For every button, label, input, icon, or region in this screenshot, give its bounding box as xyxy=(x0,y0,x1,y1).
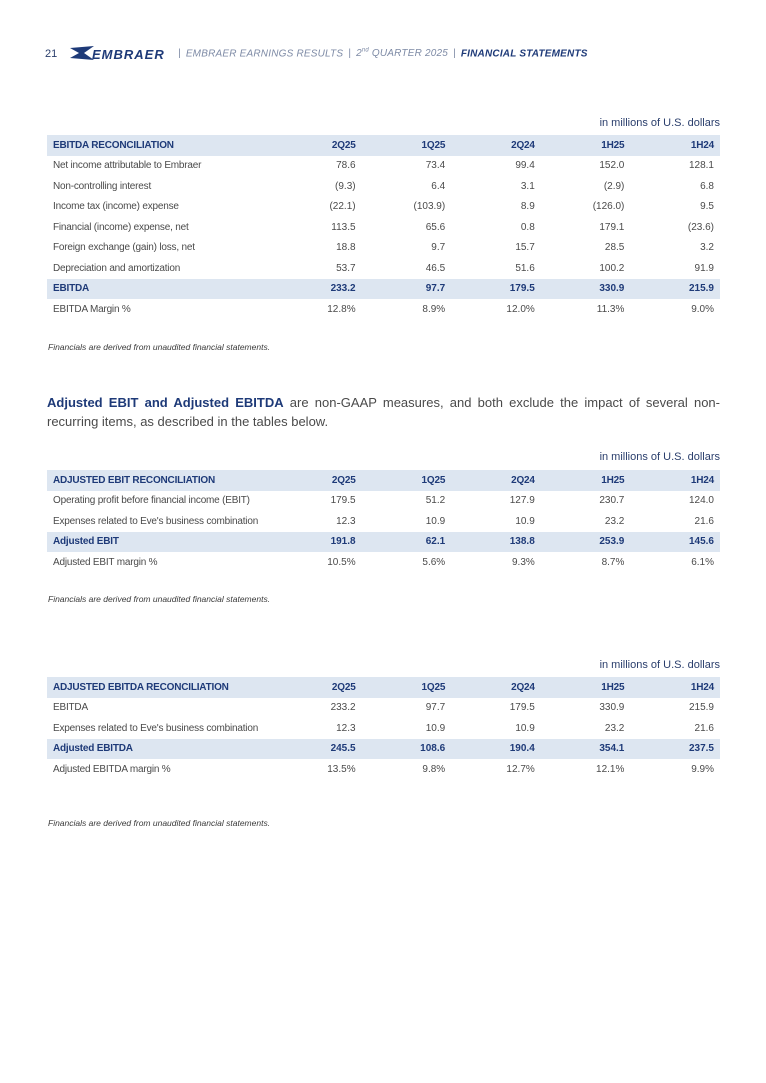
table-row xyxy=(47,156,720,177)
table-header-row xyxy=(47,470,720,491)
cell-value: 9.5 xyxy=(700,201,714,213)
cell-value: 21.6 xyxy=(694,722,714,734)
table-header-row xyxy=(47,135,720,156)
cell-value: 8.9 xyxy=(520,201,535,213)
column-header: 2Q24 xyxy=(511,474,535,486)
column-header: 1Q25 xyxy=(421,474,446,486)
cell-value: (2.9) xyxy=(603,180,625,192)
column-header: 1H24 xyxy=(690,474,714,486)
cell-value: 46.5 xyxy=(425,262,446,274)
cell-value: 179.1 xyxy=(599,221,625,233)
cell-value: 78.6 xyxy=(336,160,356,172)
cell-value: 245.5 xyxy=(330,743,356,755)
cell-value: 8.9% xyxy=(422,303,446,315)
non-gaap-paragraph xyxy=(47,393,720,431)
cell-value: 253.9 xyxy=(599,536,625,548)
cell-value: 113.5 xyxy=(331,221,356,233)
row-label: Non-controlling interest xyxy=(53,180,152,192)
cell-value: 91.9 xyxy=(694,262,714,274)
row-label: Income tax (income) expense xyxy=(53,201,179,213)
embraer-logo xyxy=(70,44,170,64)
cell-value: 12.7% xyxy=(506,763,535,775)
cell-value: 73.4 xyxy=(425,160,446,172)
table-row xyxy=(47,176,720,197)
footnote: Financials are derived from unaudited financial statements. xyxy=(48,818,271,828)
units-label: in millions of U.S. dollars xyxy=(599,451,720,463)
cell-value: 128.1 xyxy=(688,160,714,172)
cell-value: 138.8 xyxy=(509,536,535,548)
cell-value: 8.7% xyxy=(601,556,625,568)
column-header: 1H24 xyxy=(690,139,714,151)
cell-value: 108.6 xyxy=(420,743,446,755)
margin-row xyxy=(47,552,720,573)
cell-value: 9.9% xyxy=(691,763,714,775)
row-label: Adjusted EBITDA xyxy=(53,743,133,755)
cell-value: 330.9 xyxy=(599,283,625,295)
row-label: Adjusted EBITDA margin % xyxy=(53,763,171,775)
cell-value: 152.0 xyxy=(599,160,625,172)
column-header: 2Q25 xyxy=(331,474,356,486)
cell-value: 12.0% xyxy=(506,303,535,315)
cell-value: (22.1) xyxy=(329,201,356,213)
cell-value: 18.8 xyxy=(336,242,356,254)
cell-value: 51.2 xyxy=(425,495,446,507)
table-header-row xyxy=(47,677,720,698)
column-header: 1H25 xyxy=(601,474,625,486)
row-label: Foreign exchange (gain) loss, net xyxy=(53,242,195,254)
footnote: Financials are derived from unaudited financial statements. xyxy=(48,342,271,352)
footnote: Financials are derived from unaudited financial statements. xyxy=(48,594,271,604)
paragraph-lead: Adjusted EBIT and Adjusted EBITDA xyxy=(47,395,284,410)
cell-value: 179.5 xyxy=(330,495,356,507)
cell-value: 21.6 xyxy=(694,515,714,527)
table-row xyxy=(47,698,720,719)
cell-value: 215.9 xyxy=(688,283,714,295)
cell-value: 179.5 xyxy=(509,702,535,714)
column-header: 1H25 xyxy=(601,681,625,693)
cell-value: 237.5 xyxy=(688,743,714,755)
cell-value: 28.5 xyxy=(604,242,625,254)
cell-value: 230.7 xyxy=(599,495,625,507)
table-row xyxy=(47,718,720,739)
header-titles: | EMBRAER EARNINGS RESULTS | 2nd QUARTER 2025 | FINANCIAL STATEMENTS xyxy=(178,48,588,60)
cell-value: 6.8 xyxy=(700,180,714,192)
quarter-label: 2nd QUARTER 2025 xyxy=(356,48,449,60)
cell-value: (9.3) xyxy=(335,180,356,192)
logo-wordmark: EMBRAER xyxy=(92,47,165,62)
total-row xyxy=(47,532,720,553)
cell-value: 6.4 xyxy=(431,180,446,192)
cell-value: 124.0 xyxy=(688,495,714,507)
page-header xyxy=(40,40,720,68)
page-number: 21 xyxy=(45,48,58,60)
cell-value: 3.2 xyxy=(700,242,714,254)
cell-value: 9.3% xyxy=(511,556,535,568)
margin-row xyxy=(47,299,720,320)
cell-value: 100.2 xyxy=(599,262,625,274)
cell-value: 51.6 xyxy=(515,262,535,274)
cell-value: 15.7 xyxy=(515,242,535,254)
cell-value: 23.2 xyxy=(604,515,625,527)
column-header: 1Q25 xyxy=(421,139,446,151)
row-label: Adjusted EBIT margin % xyxy=(53,556,158,568)
adjusted-ebit-reconciliation-table xyxy=(47,470,720,573)
table-row xyxy=(47,217,720,238)
cell-value: 13.5% xyxy=(327,763,356,775)
cell-value: 0.8 xyxy=(520,221,535,233)
column-header: 2Q24 xyxy=(511,681,535,693)
cell-value: 10.9 xyxy=(515,515,535,527)
cell-value: 9.8% xyxy=(422,763,446,775)
row-label: Operating profit before financial income (EBIT) xyxy=(53,495,250,507)
row-label: Adjusted EBIT xyxy=(53,536,119,548)
cell-value: 65.6 xyxy=(425,221,446,233)
cell-value: 12.8% xyxy=(327,303,356,315)
cell-value: (126.0) xyxy=(592,201,625,213)
cell-value: 354.1 xyxy=(599,743,625,755)
units-label: in millions of U.S. dollars xyxy=(599,117,720,129)
column-header: 1H24 xyxy=(690,681,714,693)
cell-value: 233.2 xyxy=(330,702,356,714)
row-label: EBITDA Margin % xyxy=(53,303,131,315)
column-header: 2Q24 xyxy=(511,139,535,151)
row-label: EBITDA xyxy=(53,702,88,714)
cell-value: 53.7 xyxy=(336,262,356,274)
table-row xyxy=(47,258,720,279)
cell-value: 12.3 xyxy=(336,722,356,734)
total-row xyxy=(47,739,720,760)
cell-value: 179.5 xyxy=(509,283,535,295)
table-row xyxy=(47,197,720,218)
cell-value: 10.9 xyxy=(425,515,446,527)
adjusted-ebitda-reconciliation-table xyxy=(47,677,720,780)
units-label: in millions of U.S. dollars xyxy=(599,659,720,671)
section-title: FINANCIAL STATEMENTS xyxy=(460,48,588,60)
table-row xyxy=(47,238,720,259)
cell-value: 330.9 xyxy=(599,702,625,714)
column-header: 2Q25 xyxy=(331,139,356,151)
cell-value: 233.2 xyxy=(330,283,356,295)
cell-value: 9.0% xyxy=(691,303,714,315)
row-label: Financial (income) expense, net xyxy=(53,221,189,233)
cell-value: 10.9 xyxy=(515,722,535,734)
table-row xyxy=(47,491,720,512)
row-label: Expenses related to Eve's business combination xyxy=(53,515,259,527)
row-label: Net income attributable to Embraer xyxy=(53,160,202,172)
cell-value: 10.5% xyxy=(327,556,356,568)
cell-value: 9.7 xyxy=(431,242,446,254)
table-title: ADJUSTED EBIT RECONCILIATION xyxy=(53,474,215,486)
cell-value: 190.4 xyxy=(509,743,535,755)
cell-value: 5.6% xyxy=(422,556,446,568)
table-row xyxy=(47,511,720,532)
paragraph-text: are non-GAAP measures, and both exclude the impact of several non-recurring items, as described in the tables below. xyxy=(47,395,720,429)
row-label: Depreciation and amortization xyxy=(53,262,181,274)
cell-value: 3.1 xyxy=(520,180,535,192)
cell-value: 11.3% xyxy=(596,303,625,315)
cell-value: 23.2 xyxy=(604,722,625,734)
cell-value: 12.1% xyxy=(596,763,625,775)
column-header: 1Q25 xyxy=(421,681,446,693)
row-label: Expenses related to Eve's business combination xyxy=(53,722,259,734)
cell-value: 215.9 xyxy=(688,702,714,714)
column-header: 1H25 xyxy=(601,139,625,151)
cell-value: 97.7 xyxy=(425,702,446,714)
cell-value: (23.6) xyxy=(687,221,714,233)
ebitda-reconciliation-table xyxy=(47,135,720,320)
margin-row xyxy=(47,759,720,780)
cell-value: 99.4 xyxy=(515,160,535,172)
cell-value: (103.9) xyxy=(413,201,446,213)
column-header: 2Q25 xyxy=(331,681,356,693)
table-title: ADJUSTED EBITDA RECONCILIATION xyxy=(53,681,229,693)
report-title: EMBRAER EARNINGS RESULTS xyxy=(185,48,344,60)
cell-value: 12.3 xyxy=(336,515,356,527)
cell-value: 145.6 xyxy=(688,536,714,548)
cell-value: 10.9 xyxy=(425,722,446,734)
cell-value: 97.7 xyxy=(425,283,446,295)
row-label: EBITDA xyxy=(53,283,90,295)
cell-value: 191.8 xyxy=(330,536,356,548)
total-row xyxy=(47,279,720,300)
table-title: EBITDA RECONCILIATION xyxy=(53,139,174,151)
cell-value: 127.9 xyxy=(509,495,535,507)
cell-value: 62.1 xyxy=(425,536,446,548)
cell-value: 6.1% xyxy=(691,556,714,568)
